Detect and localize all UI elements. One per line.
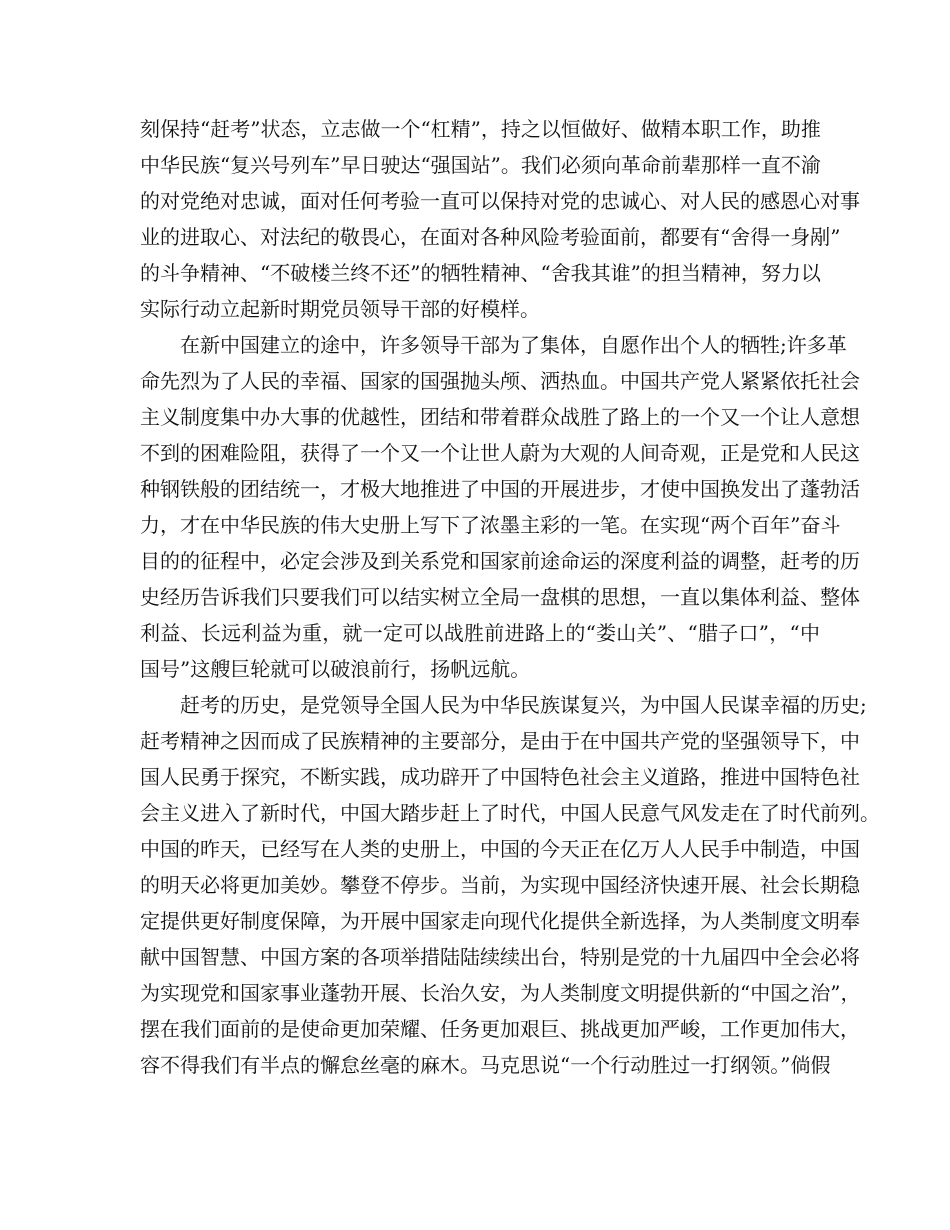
paragraph-first-line: 赶考的历史，是党领导全国人民为中华民族谋复兴，为中国人民谋幸福的历史; bbox=[180, 693, 867, 717]
text-line: 主义制度集中办大事的优越性，团结和带着群众战胜了路上的一个又一个让人意想 bbox=[140, 405, 860, 429]
text-line: 国人民勇于探究，不断实践，成功辟开了中国特色社会主义道路，推进中国特色社 bbox=[140, 765, 860, 789]
text-line: 史经历告诉我们只要我们可以结实树立全局一盘棋的思想，一直以集体利益、整体 bbox=[140, 585, 860, 609]
text-line: 会主义进入了新时代，中国大踏步赶上了时代，中国人民意气风发走在了时代前列。 bbox=[140, 801, 880, 825]
document-body bbox=[140, 111, 880, 1083]
text-line: 目的的征程中，必定会涉及到关系党和国家前途命运的深度利益的调整，赶考的历 bbox=[140, 549, 860, 573]
text-line: 刻保持“赶考”状态，立志做一个“杠精”，持之以恒做好、做精本职工作，助推 bbox=[140, 117, 821, 141]
text-line: 命先烈为了人民的幸福、国家的国强抛头颅、洒热血。中国共产党人紧紧依托社会 bbox=[140, 369, 860, 393]
text-line: 摆在我们面前的是使命更加荣耀、任务更加艰巨、挑战更加严峻，工作更加伟大， bbox=[140, 1017, 860, 1041]
text-line: 的明天必将更加美妙。攀登不停步。当前，为实现中国经济快速开展、社会长期稳 bbox=[140, 873, 860, 897]
text-line: 容不得我们有半点的懈怠丝毫的麻木。马克思说“一个行动胜过一打纲领。”倘假 bbox=[140, 1053, 831, 1077]
text-line: 的对党绝对忠诚，面对任何考验一直可以保持对党的忠诚心、对人民的感恩心对事 bbox=[140, 189, 860, 213]
text-line: 中国的昨天，已经写在人类的史册上，中国的今天正在亿万人人民手中制造，中国 bbox=[140, 837, 860, 861]
text-line: 的斗争精神、“不破楼兰终不还”的牺牲精神、“舍我其谁”的担当精神，努力以 bbox=[140, 261, 821, 285]
text-line: 力，才在中华民族的伟大史册上写下了浓墨主彩的一笔。在实现“两个百年”奋斗 bbox=[140, 513, 841, 537]
text-line: 利益、长远利益为重，就一定可以战胜前进路上的“娄山关”、“腊子口”，“中 bbox=[140, 621, 820, 645]
text-line: 中华民族“复兴号列车”早日驶达“强国站”。我们必须向革命前辈那样一直不渝 bbox=[140, 153, 821, 177]
text-line: 业的进取心、对法纪的敬畏心，在面对各种风险考验面前，都要有“舍得一身剐” bbox=[140, 225, 841, 249]
text-line: 献中国智慧、中国方案的各项举措陆陆续续出台，特别是党的十九届四中全会必将 bbox=[140, 945, 860, 969]
text-line: 定提供更好制度保障，为开展中国家走向现代化提供全新选择，为人类制度文明奉 bbox=[140, 909, 860, 933]
paragraph-first-line: 在新中国建立的途中，许多领导干部为了集体，自愿作出个人的牺牲;许多革 bbox=[180, 333, 847, 357]
text-line: 不到的困难险阻，获得了一个又一个让世人蔚为大观的人间奇观，正是党和人民这 bbox=[140, 441, 860, 465]
text-line: 国号”这艘巨轮就可以破浪前行，扬帆远航。 bbox=[140, 657, 531, 681]
text-line: 种钢铁般的团结统一，才极大地推进了中国的开展进步，才使中国换发出了蓬勃活 bbox=[140, 477, 860, 501]
text-line: 实际行动立起新时期党员领导干部的好模样。 bbox=[140, 297, 540, 321]
text-line: 赶考精神之因而成了民族精神的主要部分，是由于在中国共产党的坚强领导下，中 bbox=[140, 729, 860, 753]
text-line: 为实现党和国家事业蓬勃开展、长治久安，为人类制度文明提供新的“中国之治”， bbox=[140, 981, 861, 1005]
